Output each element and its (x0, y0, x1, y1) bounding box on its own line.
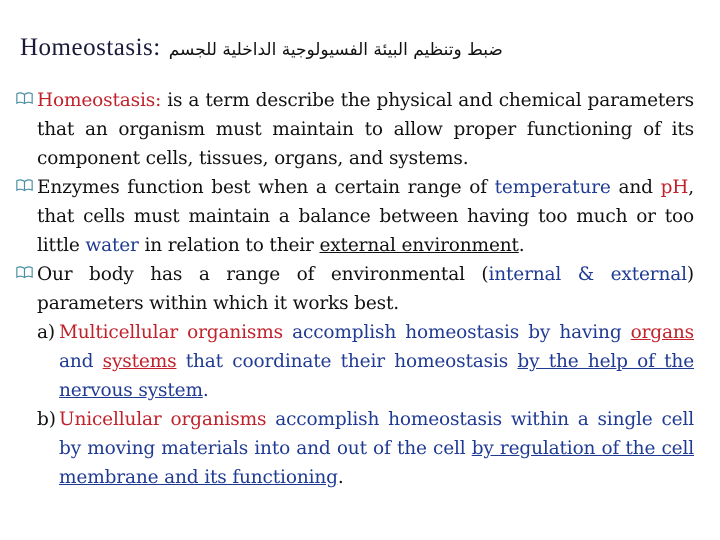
term-organs: organs (630, 322, 694, 343)
bullet-text: and (610, 177, 661, 198)
book-icon (16, 263, 33, 281)
bullet-text: is a term describe the physical and chemical parameters that an organism must maintain to allow proper functioning of its component cells, tissues, organs, and systems. (37, 90, 694, 169)
term-unicellular: Unicellular organisms (59, 409, 267, 430)
bullet-homeostasis-definition (20, 86, 694, 173)
term-cell-membrane-regulation: by regulation of the cell membrane and its functioning (59, 438, 694, 488)
subitem-text: . (337, 467, 344, 488)
book-icon (16, 176, 33, 194)
bullet-enzymes (20, 173, 694, 260)
subitem-text: that coordinate their homeostasis (176, 351, 518, 372)
subitem-text: accomplish homeostasis by having (283, 322, 631, 343)
term-external-environment: external environment (319, 235, 519, 256)
title-arabic: ضبط وتنظيم البيئة الفسيولوجية الداخلية للجسم (168, 40, 503, 60)
bullet-text: . (518, 235, 525, 256)
term-homeostasis: Homeostasis: (37, 90, 162, 111)
subitem-multicellular (20, 318, 694, 405)
bullet-text: ) parameters within which it works best. (37, 264, 694, 314)
bullet-text: in relation to their (138, 235, 320, 256)
term-water: water (85, 235, 139, 256)
subitem-text: . (202, 380, 209, 401)
subitem-unicellular (20, 405, 694, 492)
term-ph: pH (660, 177, 689, 198)
bullet-text: Enzymes function best when a certain range of (37, 177, 495, 198)
subitem-label: a) (37, 322, 55, 343)
subitem-text: accomplish homeostasis within a single cell by moving materials into and out of the cell (59, 409, 694, 459)
bullet-text: Our body has a range of environmental ( (37, 264, 489, 285)
bullet-text: , that cells must maintain a balance between having too much or too little (37, 177, 694, 256)
slide-body (20, 86, 694, 492)
slide-title (20, 34, 710, 62)
subitem-text: and (59, 351, 103, 372)
bullet-body-parameters (20, 260, 694, 318)
book-icon (16, 89, 33, 107)
term-temperature: temperature (494, 177, 611, 198)
term-internal-external: internal & external (488, 264, 687, 285)
title-english: Homeostasis: (20, 34, 161, 61)
term-nervous-system: by the help of the nervous system (59, 351, 694, 401)
term-multicellular: Multicellular organisms (59, 322, 283, 343)
term-systems: systems (102, 351, 177, 372)
subitem-label: b) (37, 409, 56, 430)
